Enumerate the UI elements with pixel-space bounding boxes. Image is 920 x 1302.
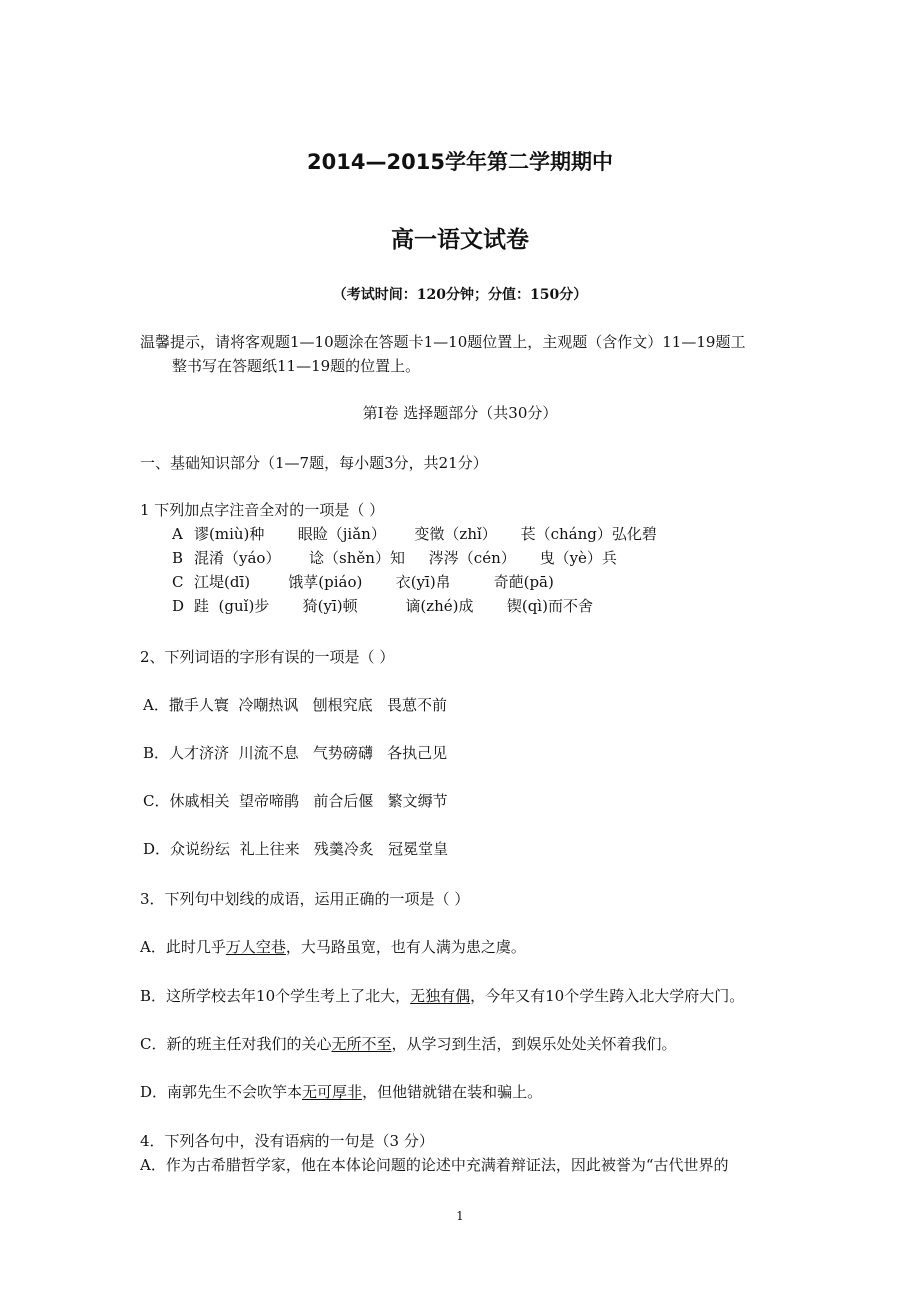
option-label: C． [143,792,170,810]
exam-info: （考试时间：120分钟；分值：150分） [332,287,588,303]
q4-stem: 4．下列各句中，没有语病的一句是（3 分） [140,1132,434,1150]
q3-option-d [140,1081,542,1102]
q1-option-c [172,571,554,592]
notice [140,330,790,378]
part1-title: 第Ⅰ卷 选择题部分（共30分） [362,404,558,422]
option-label: B [172,549,184,567]
option-text: 撒手人寰 冷嘲热讽 刨根究底 畏葸不前 [168,696,447,714]
section1-title: 一、基础知识部分（1—7题，每小题3分，共21分） [140,454,488,472]
option-label: A． [140,1156,166,1174]
option-pre: 此时几乎 [165,938,226,956]
option-text: 谬(miù)种 眼睑（jiǎn） 变徵（zhǐ） 苌（cháng）弘化碧 [194,525,657,543]
q2-option-a [143,694,447,715]
option-label: D． [140,1083,168,1101]
q3-option-b [140,985,744,1006]
option-text: 众说纷纭 礼上往来 残羹冷炙 冠冕堂皇 [170,840,449,858]
q2-stem: 2、下列词语的字形有误的一项是（ ） [140,648,395,666]
notice-line2: 整书写在答题纸11—19题的位置上。 [172,357,421,375]
exam-title-line1: 2014—2015学年第二学期期中 [307,150,613,174]
q2-option-c [143,790,448,811]
q1-stem: 1 下列加点字注音全对的一项是（ ） [140,501,385,519]
underlined-idiom: 万人空巷 [225,938,286,956]
option-label: A． [143,696,169,714]
option-pre: 这所学校去年10个学生考上了北大， [166,987,411,1005]
option-label: C． [140,1035,167,1053]
q2-option-d [143,838,448,859]
option-post: ，从学习到生活，到娱乐处处关怀着我们。 [391,1035,677,1053]
option-text: 江堤(dī) 饿莩(piáo) 衣(yī)帛 奇葩(pā) [194,573,554,591]
option-post: ，但他错就错在装和骗上。 [362,1083,543,1101]
option-text: 混淆（yáo） 谂（shěn）知 涔涔（cén） 曳（yè）兵 [194,549,617,567]
q4-option-a [140,1154,729,1175]
option-post: ，今年又有10个学生跨入北大学府大门。 [470,987,745,1005]
option-label: C [172,573,184,591]
underlined-idiom: 无独有偶 [410,987,471,1005]
option-label: B． [143,744,170,762]
option-text: 跬 (guǐ)步 猗(yī)顿 谪(zhé)成 锲(qì)而不舍 [194,597,593,615]
page-number: 1 [456,1209,464,1223]
q3-stem: 3．下列句中划线的成语，运用正确的一项是（ ） [140,890,470,908]
option-text: 休戚相关 望帝啼鹃 前合后偃 繁文缛节 [169,792,448,810]
q3-option-c [140,1033,677,1054]
option-label: A． [140,938,166,956]
option-label: B． [140,987,167,1005]
option-pre: 新的班主任对我们的关心 [166,1035,332,1053]
option-label: D [172,597,185,615]
q3-option-a [140,936,526,957]
option-post: ，大马路虽宽，也有人满为患之虞。 [285,938,526,956]
option-pre: 南郭先生不会吹竽本 [167,1083,303,1101]
exam-title-line2: 高一语文试卷 [391,227,529,253]
underlined-idiom: 无所不至 [331,1035,392,1053]
option-label: A [172,525,183,543]
q2-option-b [143,742,447,763]
q1-option-a [172,523,657,544]
option-label: D． [143,840,171,858]
option-text: 作为古希腊哲学家，他在本体论问题的论述中充满着辩证法，因此被誉为“古代世界的 [165,1156,729,1174]
notice-line1: 温馨提示，请将客观题1—10题涂在答题卡1—10题位置上，主观题（含作文）11—19题工 [140,333,746,351]
underlined-idiom: 无可厚非 [302,1083,363,1101]
option-text: 人才济济 川流不息 气势磅礴 各执己见 [169,744,448,762]
q1-option-d [172,595,593,616]
q1-option-b [172,547,617,568]
